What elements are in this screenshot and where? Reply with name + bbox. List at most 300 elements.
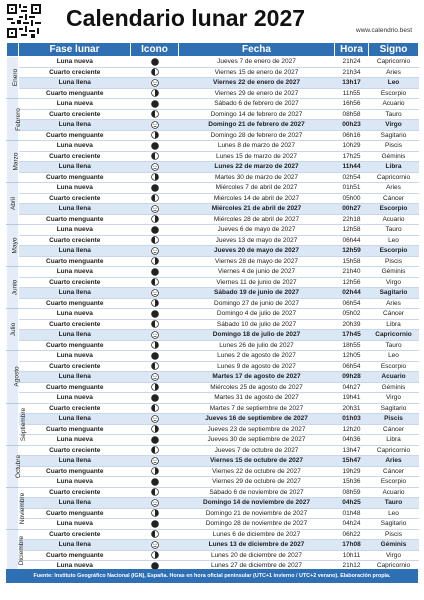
- sign-cell: Acuario: [369, 214, 419, 225]
- first-quarter-icon: [131, 68, 179, 76]
- table-row: [7, 309, 419, 320]
- icon-cell: [131, 550, 179, 561]
- full-moon-icon: [131, 331, 179, 339]
- time-cell: 20h31: [335, 403, 369, 414]
- table-row: [7, 477, 419, 488]
- table-row: [7, 130, 419, 141]
- phase-cell: Cuarto creciente: [19, 235, 131, 246]
- month-label: [7, 487, 27, 529]
- new-moon-icon: [131, 226, 179, 234]
- time-cell: 18h55: [335, 340, 369, 351]
- month-label: [7, 183, 19, 225]
- date-cell: Martes 17 de agosto de 2027: [179, 372, 335, 383]
- table-row: [7, 151, 419, 162]
- sign-cell: Leo: [369, 508, 419, 519]
- date-cell: Sábado 6 de febrero de 2027: [179, 99, 335, 110]
- sign-cell: Leo: [369, 78, 419, 89]
- new-moon-icon: [131, 268, 179, 276]
- phase-cell: Cuarto menguante: [19, 550, 131, 561]
- header-fase: Fase lunar: [19, 43, 131, 57]
- date-cell: Viernes 15 de enero de 2027: [179, 67, 335, 78]
- new-moon-icon: [131, 394, 179, 402]
- icon-cell: [131, 67, 179, 78]
- source-footer: Fuente: Instituto Geográfico Nacional (IGN), España. Horas en hora oficial peninsular (UTC+1 invierno / UTC+2 verano). Elaboración propia.: [6, 569, 418, 583]
- table-row: [7, 67, 419, 78]
- table-row: [7, 361, 419, 372]
- table-row: [7, 225, 419, 236]
- icon-cell: [131, 214, 179, 225]
- time-cell: 04h24: [335, 519, 369, 530]
- month-name: Marzo: [12, 152, 20, 171]
- date-cell: Lunes 6 de diciembre de 2027: [179, 529, 335, 540]
- first-quarter-icon: [131, 110, 179, 118]
- sign-cell: Escorpio: [369, 477, 419, 488]
- phase-cell: Cuarto creciente: [19, 319, 131, 330]
- last-quarter-icon: [131, 341, 179, 349]
- phase-cell: Luna llena: [19, 288, 131, 299]
- sign-cell: Piscis: [369, 256, 419, 267]
- date-cell: Domingo 28 de noviembre de 2027: [179, 519, 335, 530]
- time-cell: 06h22: [335, 529, 369, 540]
- icon-cell: [131, 319, 179, 330]
- sign-cell: Sagitario: [369, 288, 419, 299]
- last-quarter-icon: [131, 215, 179, 223]
- table-row: [7, 183, 419, 194]
- time-cell: 00h23: [335, 120, 369, 131]
- time-cell: 21h40: [335, 267, 369, 278]
- table-header-row: [7, 43, 419, 57]
- phase-cell: Cuarto menguante: [19, 340, 131, 351]
- phase-cell: Cuarto menguante: [19, 298, 131, 309]
- sign-cell: Capricornio: [369, 57, 419, 68]
- table-row: [7, 78, 419, 89]
- first-quarter-icon: [131, 320, 179, 328]
- full-moon-icon: [131, 415, 179, 423]
- phase-cell: Cuarto menguante: [19, 466, 131, 477]
- icon-cell: [131, 519, 179, 530]
- date-cell: Domingo 21 de febrero de 2027: [179, 120, 335, 131]
- sign-cell: Capricornio: [369, 172, 419, 183]
- phase-cell: Luna nueva: [19, 57, 131, 68]
- sign-cell: Géminis: [369, 540, 419, 551]
- table-row: [7, 393, 419, 404]
- sign-cell: Escorpio: [369, 88, 419, 99]
- phase-cell: Cuarto menguante: [19, 256, 131, 267]
- table-row: [7, 330, 419, 341]
- phase-cell: Luna llena: [19, 120, 131, 131]
- month-label: [7, 141, 19, 183]
- table-body: [7, 57, 419, 572]
- month-label: [7, 99, 22, 141]
- new-moon-icon: [131, 184, 179, 192]
- icon-cell: [131, 424, 179, 435]
- phase-cell: Cuarto creciente: [19, 403, 131, 414]
- icon-cell: [131, 466, 179, 477]
- sign-cell: Capricornio: [369, 445, 419, 456]
- sign-cell: Acuario: [369, 99, 419, 110]
- time-cell: 21h34: [335, 67, 369, 78]
- time-cell: 12h59: [335, 246, 369, 257]
- time-cell: 04h25: [335, 498, 369, 509]
- phase-cell: Luna nueva: [19, 561, 131, 572]
- date-cell: Lunes 2 de agosto de 2027: [179, 351, 335, 362]
- table-row: [7, 235, 419, 246]
- date-cell: Lunes 8 de marzo de 2027: [179, 141, 335, 152]
- time-cell: 10h11: [335, 550, 369, 561]
- phase-cell: Luna llena: [19, 372, 131, 383]
- icon-cell: [131, 78, 179, 89]
- new-moon-icon: [131, 436, 179, 444]
- month-name: Mayo: [11, 237, 19, 254]
- sign-cell: Piscis: [369, 414, 419, 425]
- time-cell: 15h47: [335, 456, 369, 467]
- sign-cell: Tauro: [369, 225, 419, 236]
- sign-cell: Sagitario: [369, 130, 419, 141]
- phase-cell: Cuarto creciente: [19, 361, 131, 372]
- new-moon-icon: [131, 478, 179, 486]
- sign-cell: Capricornio: [369, 330, 419, 341]
- phase-cell: Luna llena: [19, 330, 131, 341]
- date-cell: Sábado 6 de noviembre de 2027: [179, 487, 335, 498]
- table-row: [7, 508, 419, 519]
- icon-cell: [131, 172, 179, 183]
- phase-cell: Luna llena: [19, 456, 131, 467]
- table-row: [7, 445, 419, 456]
- first-quarter-icon: [131, 278, 179, 286]
- icon-cell: [131, 309, 179, 320]
- month-name: Julio: [10, 322, 18, 337]
- date-cell: Miércoles 28 de abril de 2027: [179, 214, 335, 225]
- icon-cell: [131, 204, 179, 215]
- phase-cell: Luna nueva: [19, 225, 131, 236]
- site-url: www.calendrio.best: [356, 27, 412, 34]
- date-cell: Jueves 20 de mayo de 2027: [179, 246, 335, 257]
- time-cell: 19h41: [335, 393, 369, 404]
- date-cell: Domingo 14 de febrero de 2027: [179, 109, 335, 120]
- icon-cell: [131, 298, 179, 309]
- month-label: [7, 403, 28, 445]
- icon-cell: [131, 340, 179, 351]
- phase-cell: Luna nueva: [19, 183, 131, 194]
- month-name: Junio: [11, 279, 19, 296]
- table-row: [7, 172, 419, 183]
- table-row: [7, 487, 419, 498]
- icon-cell: [131, 414, 179, 425]
- phase-cell: Luna llena: [19, 162, 131, 173]
- icon-cell: [131, 477, 179, 488]
- last-quarter-icon: [131, 425, 179, 433]
- date-cell: Viernes 22 de octubre de 2027: [179, 466, 335, 477]
- page-title: Calendario lunar 2027: [66, 5, 306, 31]
- time-cell: 16h56: [335, 99, 369, 110]
- full-moon-icon: [131, 163, 179, 171]
- table-row: [7, 498, 419, 509]
- sign-cell: Tauro: [369, 109, 419, 120]
- date-cell: Jueves 7 de octubre de 2027: [179, 445, 335, 456]
- table-row: [7, 267, 419, 278]
- sign-cell: Libra: [369, 162, 419, 173]
- full-moon-icon: [131, 373, 179, 381]
- icon-cell: [131, 88, 179, 99]
- month-label: [7, 267, 19, 309]
- sign-cell: Cáncer: [369, 466, 419, 477]
- icon-cell: [131, 57, 179, 68]
- phase-cell: Cuarto creciente: [19, 445, 131, 456]
- full-moon-icon: [131, 499, 179, 507]
- date-cell: Miércoles 21 de abril de 2027: [179, 204, 335, 215]
- sign-cell: Virgo: [369, 393, 419, 404]
- date-cell: Viernes 22 de enero de 2027: [179, 78, 335, 89]
- header-fecha: Fecha: [179, 43, 335, 57]
- icon-cell: [131, 288, 179, 299]
- icon-cell: [131, 246, 179, 257]
- date-cell: Sábado 19 de junio de 2027: [179, 288, 335, 299]
- icon-cell: [131, 141, 179, 152]
- table-row: [7, 88, 419, 99]
- last-quarter-icon: [131, 173, 179, 181]
- date-cell: Lunes 13 de diciembre de 2027: [179, 540, 335, 551]
- time-cell: 06h44: [335, 235, 369, 246]
- date-cell: Domingo 21 de noviembre de 2027: [179, 508, 335, 519]
- full-moon-icon: [131, 121, 179, 129]
- month-label: [7, 57, 19, 99]
- month-label: [7, 445, 23, 487]
- sign-cell: Piscis: [369, 141, 419, 152]
- phase-cell: Cuarto creciente: [19, 487, 131, 498]
- table-row: [7, 204, 419, 215]
- header-icono: Icono: [131, 43, 179, 57]
- last-quarter-icon: [131, 467, 179, 475]
- date-cell: Domingo 14 de noviembre de 2027: [179, 498, 335, 509]
- date-cell: Domingo 27 de junio de 2027: [179, 298, 335, 309]
- phase-cell: Luna nueva: [19, 351, 131, 362]
- month-name: Febrero: [14, 108, 22, 131]
- phase-cell: Cuarto creciente: [19, 151, 131, 162]
- time-cell: 04h36: [335, 435, 369, 446]
- table-row: [7, 456, 419, 467]
- time-cell: 05h02: [335, 309, 369, 320]
- time-cell: 01h51: [335, 183, 369, 194]
- month-name: Septiembre: [20, 407, 28, 441]
- new-moon-icon: [131, 142, 179, 150]
- lunar-calendar-table: [6, 42, 419, 572]
- time-cell: 01h03: [335, 414, 369, 425]
- phase-cell: Cuarto creciente: [19, 109, 131, 120]
- time-cell: 06h54: [335, 298, 369, 309]
- date-cell: Lunes 27 de diciembre de 2027: [179, 561, 335, 572]
- icon-cell: [131, 130, 179, 141]
- date-cell: Viernes 4 de junio de 2027: [179, 267, 335, 278]
- phase-cell: Luna llena: [19, 414, 131, 425]
- date-cell: Lunes 26 de julio de 2027: [179, 340, 335, 351]
- sign-cell: Géminis: [369, 151, 419, 162]
- month-label: [7, 225, 19, 267]
- table-row: [7, 382, 419, 393]
- time-cell: 12h05: [335, 351, 369, 362]
- new-moon-icon: [131, 520, 179, 528]
- icon-cell: [131, 540, 179, 551]
- sign-cell: Géminis: [369, 382, 419, 393]
- date-cell: Lunes 20 de diciembre de 2027: [179, 550, 335, 561]
- date-cell: Lunes 15 de marzo de 2027: [179, 151, 335, 162]
- time-cell: 17h25: [335, 151, 369, 162]
- icon-cell: [131, 372, 179, 383]
- month-name: Diciembre: [18, 535, 26, 565]
- first-quarter-icon: [131, 530, 179, 538]
- table-row: [7, 351, 419, 362]
- phase-cell: Cuarto menguante: [19, 424, 131, 435]
- date-cell: Miércoles 14 de abril de 2027: [179, 193, 335, 204]
- time-cell: 11h44: [335, 162, 369, 173]
- icon-cell: [131, 508, 179, 519]
- table-row: [7, 403, 419, 414]
- phase-cell: Cuarto creciente: [19, 67, 131, 78]
- date-cell: Lunes 22 de marzo de 2027: [179, 162, 335, 173]
- last-quarter-icon: [131, 299, 179, 307]
- sign-cell: Escorpio: [369, 361, 419, 372]
- icon-cell: [131, 445, 179, 456]
- time-cell: 02h44: [335, 288, 369, 299]
- full-moon-icon: [131, 79, 179, 87]
- phase-cell: Luna nueva: [19, 267, 131, 278]
- phase-cell: Cuarto menguante: [19, 508, 131, 519]
- table-row: [7, 141, 419, 152]
- icon-cell: [131, 529, 179, 540]
- date-cell: Viernes 29 de octubre de 2027: [179, 477, 335, 488]
- last-quarter-icon: [131, 257, 179, 265]
- phase-cell: Luna llena: [19, 246, 131, 257]
- date-cell: Domingo 18 de julio de 2027: [179, 330, 335, 341]
- table-row: [7, 298, 419, 309]
- table-row: [7, 99, 419, 110]
- table-row: [7, 193, 419, 204]
- date-cell: Viernes 28 de mayo de 2027: [179, 256, 335, 267]
- date-cell: Jueves 13 de mayo de 2027: [179, 235, 335, 246]
- icon-cell: [131, 151, 179, 162]
- sign-cell: Escorpio: [369, 204, 419, 215]
- month-name: Agosto: [13, 366, 21, 387]
- table-row: [7, 162, 419, 173]
- icon-cell: [131, 498, 179, 509]
- time-cell: 12h20: [335, 424, 369, 435]
- table-row: [7, 288, 419, 299]
- icon-cell: [131, 393, 179, 404]
- last-quarter-icon: [131, 551, 179, 559]
- sign-cell: Sagitario: [369, 519, 419, 530]
- icon-cell: [131, 487, 179, 498]
- sign-cell: Aries: [369, 183, 419, 194]
- sign-cell: Aries: [369, 298, 419, 309]
- sign-cell: Libra: [369, 319, 419, 330]
- time-cell: 13h17: [335, 78, 369, 89]
- date-cell: Viernes 11 de junio de 2027: [179, 277, 335, 288]
- table-row: [7, 435, 419, 446]
- new-moon-icon: [131, 352, 179, 360]
- phase-cell: Luna nueva: [19, 99, 131, 110]
- sign-cell: Tauro: [369, 340, 419, 351]
- table-row: [7, 550, 419, 561]
- new-moon-icon: [131, 100, 179, 108]
- table-row: [7, 214, 419, 225]
- icon-cell: [131, 382, 179, 393]
- month-name: Enero: [12, 68, 20, 87]
- table-row: [7, 466, 419, 477]
- date-cell: Jueves 6 de mayo de 2027: [179, 225, 335, 236]
- date-cell: Jueves 7 de enero de 2027: [179, 57, 335, 68]
- new-moon-icon: [131, 58, 179, 66]
- table-row: [7, 319, 419, 330]
- time-cell: 13h47: [335, 445, 369, 456]
- time-cell: 12h56: [335, 277, 369, 288]
- first-quarter-icon: [131, 446, 179, 454]
- time-cell: 12h58: [335, 225, 369, 236]
- icon-cell: [131, 225, 179, 236]
- date-cell: Domingo 28 de febrero de 2027: [179, 130, 335, 141]
- phase-cell: Cuarto creciente: [19, 529, 131, 540]
- time-cell: 20h39: [335, 319, 369, 330]
- month-label: [7, 529, 26, 571]
- phase-cell: Luna nueva: [19, 309, 131, 320]
- table-row: [7, 372, 419, 383]
- time-cell: 00h27: [335, 204, 369, 215]
- qr-code: [7, 4, 41, 38]
- sign-cell: Cáncer: [369, 309, 419, 320]
- icon-cell: [131, 235, 179, 246]
- time-cell: 19h29: [335, 466, 369, 477]
- icon-cell: [131, 403, 179, 414]
- icon-cell: [131, 277, 179, 288]
- first-quarter-icon: [131, 404, 179, 412]
- phase-cell: Luna nueva: [19, 141, 131, 152]
- table-row: [7, 57, 419, 68]
- icon-cell: [131, 361, 179, 372]
- new-moon-icon: [131, 310, 179, 318]
- sign-cell: Aries: [369, 456, 419, 467]
- time-cell: 06h16: [335, 130, 369, 141]
- header-hora: Hora: [335, 43, 369, 57]
- time-cell: 08h58: [335, 109, 369, 120]
- phase-cell: Luna nueva: [19, 435, 131, 446]
- time-cell: 09h28: [335, 372, 369, 383]
- time-cell: 15h36: [335, 477, 369, 488]
- full-moon-icon: [131, 205, 179, 213]
- date-cell: Sábado 10 de julio de 2027: [179, 319, 335, 330]
- icon-cell: [131, 267, 179, 278]
- month-label: [7, 309, 19, 351]
- month-label: [7, 351, 19, 404]
- sign-cell: Piscis: [369, 529, 419, 540]
- time-cell: 08h59: [335, 487, 369, 498]
- time-cell: 21h12: [335, 561, 369, 572]
- sign-cell: Escorpio: [369, 246, 419, 257]
- sign-cell: Aries: [369, 67, 419, 78]
- time-cell: 11h55: [335, 88, 369, 99]
- icon-cell: [131, 351, 179, 362]
- date-cell: Jueves 16 de septiembre de 2027: [179, 414, 335, 425]
- first-quarter-icon: [131, 152, 179, 160]
- icon-cell: [131, 456, 179, 467]
- sign-cell: Tauro: [369, 498, 419, 509]
- date-cell: Martes 31 de agosto de 2027: [179, 393, 335, 404]
- date-cell: Viernes 15 de octubre de 2027: [179, 456, 335, 467]
- full-moon-icon: [131, 541, 179, 549]
- icon-cell: [131, 162, 179, 173]
- phase-cell: Cuarto creciente: [19, 277, 131, 288]
- time-cell: 01h48: [335, 508, 369, 519]
- phase-cell: Luna llena: [19, 204, 131, 215]
- full-moon-icon: [131, 247, 179, 255]
- sign-cell: Sagitario: [369, 403, 419, 414]
